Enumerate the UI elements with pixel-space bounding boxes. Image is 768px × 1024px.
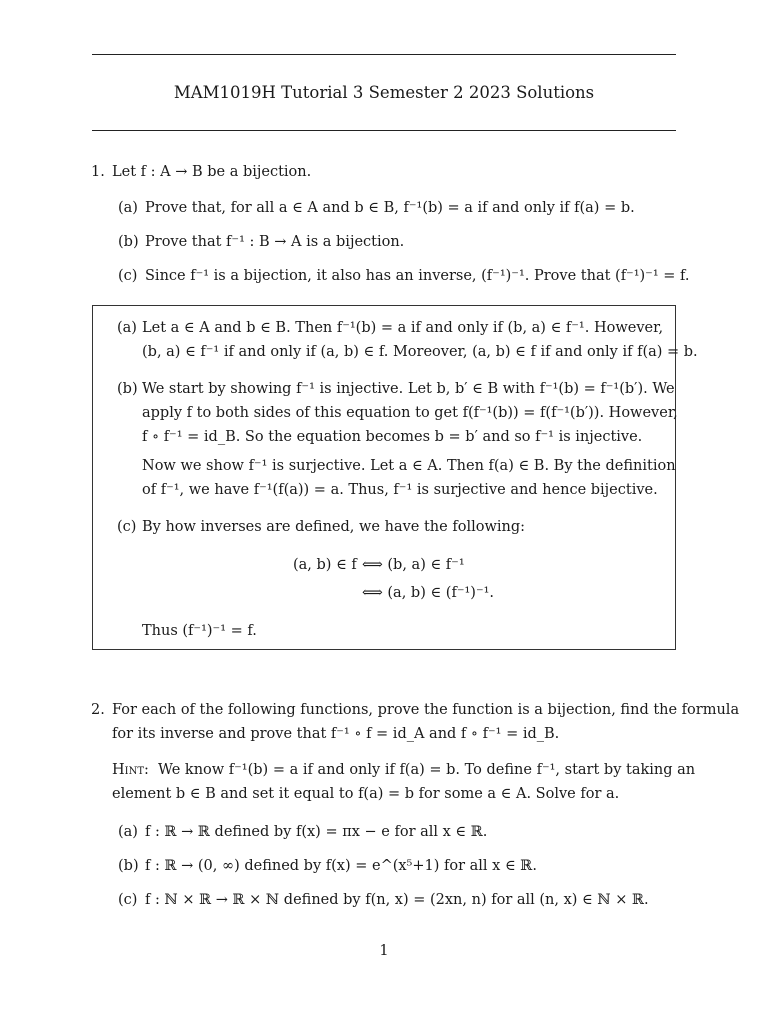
solution-a-line-2: (b, a) ∈ f⁻¹ if and only if (a, b) ∈ f. Moreover, (a, b) ∈ f if and only if f(a) = b. xyxy=(142,344,698,360)
solution-b-label: (b) xyxy=(117,381,138,397)
equation-1-rhs: ⟺ (b, a) ∈ f⁻¹ xyxy=(362,557,465,573)
top-rule xyxy=(92,54,676,55)
hint-label: Hint: xyxy=(112,762,149,778)
title-bottom-rule xyxy=(92,130,676,131)
question-2c-label: (c) xyxy=(118,892,138,908)
solution-a-label: (a) xyxy=(117,320,137,336)
question-1b-text: Prove that f⁻¹ : B → A is a bijection. xyxy=(145,234,405,250)
question-1c-text: Since f⁻¹ is a bijection, it also has an inverse, (f⁻¹)⁻¹. Prove that (f⁻¹)⁻¹ = f. xyxy=(145,268,690,284)
hint-line-1: We know f⁻¹(b) = a if and only if f(a) = b. To define f⁻¹, start by taking an xyxy=(158,762,696,778)
equation-1-lhs: (a, b) ∈ f xyxy=(293,557,357,573)
document-title: MAM1019H Tutorial 3 Semester 2 2023 Solutions xyxy=(173,83,595,102)
question-2a-text: f : ℝ → ℝ defined by f(x) = πx − e for all x ∈ ℝ. xyxy=(145,824,488,840)
solution-c-intro: By how inverses are defined, we have the following: xyxy=(142,519,525,535)
question-2-stem-line-2: for its inverse and prove that f⁻¹ ∘ f = id_A and f ∘ f⁻¹ = id_B. xyxy=(112,726,560,742)
question-1b-label: (b) xyxy=(118,234,139,250)
solution-b-line-3: f ∘ f⁻¹ = id_B. So the equation becomes b = b′ and so f⁻¹ is injective. xyxy=(142,429,643,445)
solution-a-line-1: Let a ∈ A and b ∈ B. Then f⁻¹(b) = a if and only if (b, a) ∈ f⁻¹. However, xyxy=(142,320,664,336)
solution-b-line-1: We start by showing f⁻¹ is injective. Let b, b′ ∈ B with f⁻¹(b) = f⁻¹(b′). We xyxy=(142,381,675,397)
solution-c-label: (c) xyxy=(117,519,137,535)
equation-2-rhs: ⟺ (a, b) ∈ (f⁻¹)⁻¹. xyxy=(362,585,495,601)
question-2a-label: (a) xyxy=(118,824,138,840)
question-2b-label: (b) xyxy=(118,858,139,874)
question-1a-text: Prove that, for all a ∈ A and b ∈ B, f⁻¹(b) = a if and only if f(a) = b. xyxy=(145,200,635,216)
question-1c-label: (c) xyxy=(118,268,138,284)
question-2c-text: f : ℕ × ℝ → ℝ × ℕ defined by f(n, x) = (2xn, n) for all (n, x) ∈ ℕ × ℝ. xyxy=(145,892,649,908)
question-2-stem-line-1: For each of the following functions, prove the function is a bijection, find the formula xyxy=(112,702,740,718)
solution-c-conclusion: Thus (f⁻¹)⁻¹ = f. xyxy=(142,623,257,639)
hint-line-2: element b ∈ B and set it equal to f(a) = b for some a ∈ A. Solve for a. xyxy=(112,786,620,802)
question-2-number: 2. xyxy=(91,702,105,718)
solution-b-line-2: apply f to both sides of this equation to get f(f⁻¹(b)) = f(f⁻¹(b′)). However, xyxy=(142,405,678,421)
question-2b-text: f : ℝ → (0, ∞) defined by f(x) = e^(x⁵+1) for all x ∈ ℝ. xyxy=(145,858,537,874)
solution-b-line-5: of f⁻¹, we have f⁻¹(f(a)) = a. Thus, f⁻¹ is surjective and hence bijective. xyxy=(142,482,658,498)
question-1a-label: (a) xyxy=(118,200,138,216)
question-1-stem: Let f : A → B be a bijection. xyxy=(112,164,312,180)
solution-b-line-4: Now we show f⁻¹ is surjective. Let a ∈ A. Then f(a) ∈ B. By the definition xyxy=(142,458,676,474)
question-1-number: 1. xyxy=(91,164,105,180)
page-number: 1 xyxy=(379,943,389,959)
